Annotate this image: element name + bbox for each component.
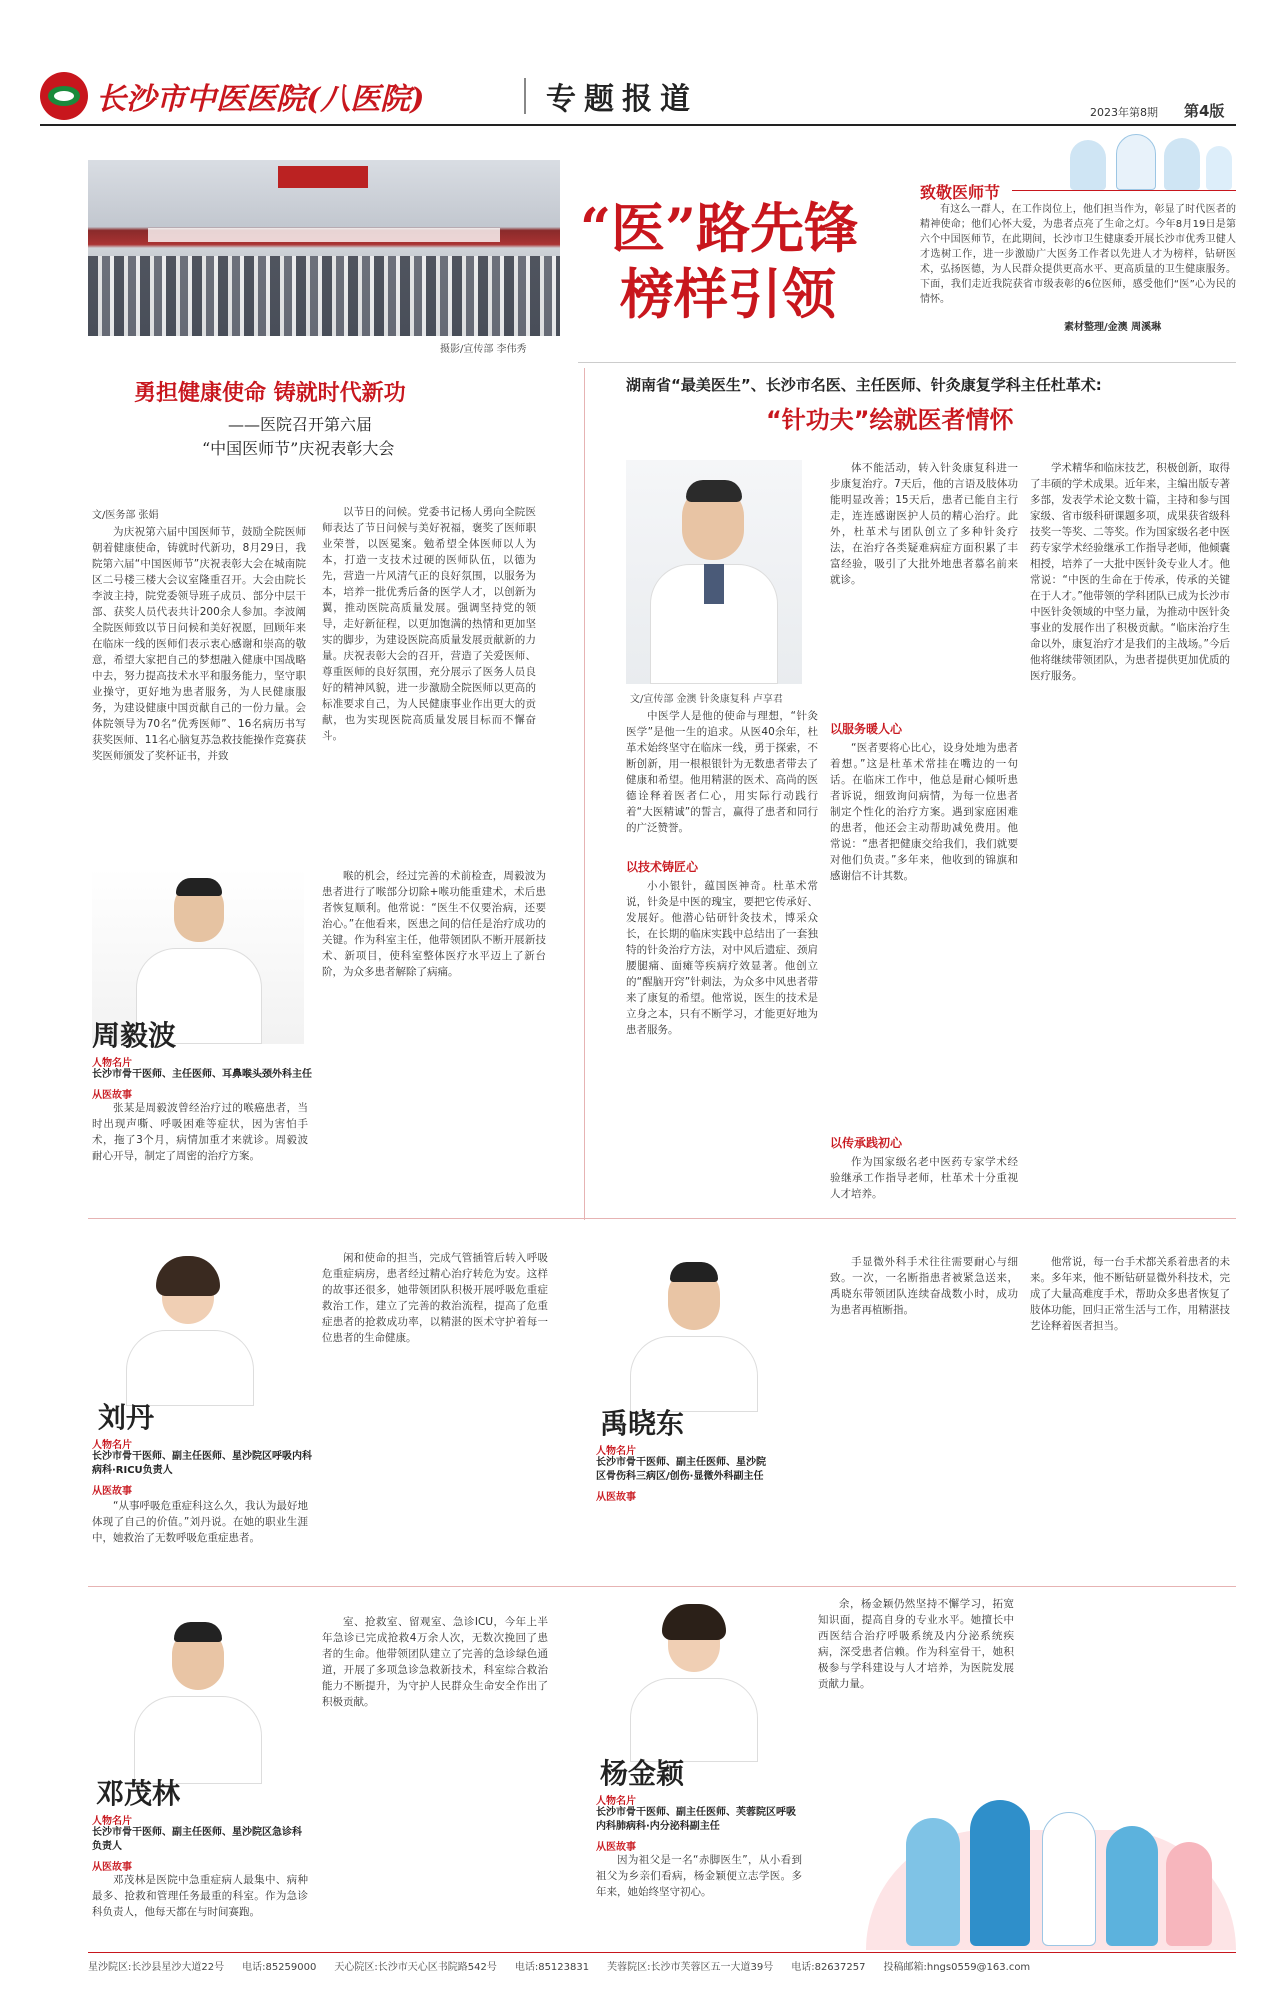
right-article-title: “针功夫”绘就医者情怀	[766, 406, 1014, 434]
profile-name-yang: 杨金颖	[600, 1757, 685, 1790]
profile-name-zhou: 周毅波	[92, 1019, 177, 1052]
profile-tag-liu: 人物名片	[92, 1440, 132, 1451]
profile-story-tag-deng: 从医故事	[92, 1862, 132, 1873]
footer-xingsha-phone: 电话:85259000	[242, 1962, 317, 1973]
profile-story-tag-liu: 从医故事	[92, 1486, 132, 1497]
profile-story2-zhou: 喉的机会，经过完善的术前检查，周毅波为患者进行了喉部分切除+喉功能重建术，术后患者恢复顺利。他常说：“医生不仅要治病，还要治心。”在他看来，医患之间的信任是治疗成功的关键。作为科室主任，他带领团队不断开展新技术、新项目，使科室整体医疗水平迈上了新台阶，为众多患者解除了病痛。	[322, 870, 546, 978]
masthead-rule	[40, 124, 1236, 126]
medics-illustration	[866, 1770, 1236, 1950]
footer-tianxin-phone: 电话:85123831	[514, 1962, 590, 1973]
profile-tag-yu: 人物名片	[596, 1446, 636, 1457]
profile-role-zhou: 长沙市骨干医师、主任医师、耳鼻喉头颈外科主任	[92, 1069, 312, 1080]
ceremony-photo	[88, 160, 560, 336]
profile-name-liu: 刘丹	[98, 1401, 155, 1434]
right-article-col2: 体不能活动，转入针灸康复科进一步康复治疗。7天后，他的言语及肢体功能明显改善；15天后，患者已能自主行走，连连感谢医护人员的精心治疗。此外，杜革术与团队创立了多种针灸疗法，在治疗各类疑难病症方面积累了丰富经验，吸引了大批外地患者慕名前来就诊。	[830, 462, 1018, 586]
left-article-byline: 文/医务部 张娟	[92, 510, 159, 521]
profile-story-deng: 邓茂林是医院中急重症病人最集中、病种最多、抢救和管理任务最重的科室。作为急诊科负责人，他每天都在与时间赛跑。	[92, 1874, 308, 1918]
banner-title-line1: “医”路先锋	[580, 196, 859, 260]
right-article-col2-subhead2: 以传承践初心	[830, 1136, 903, 1150]
profile-tag-yang: 人物名片	[596, 1796, 636, 1807]
footer-xingsha-address: 星沙院区:长沙县星沙大道22号	[88, 1962, 225, 1973]
right-article-col3: 学术精华和临床技艺，积极创新，取得了丰硕的学术成果。近年来，主编出版专著多部，发表学术论文数十篇，主持和参与国家级、省市级科研课题多项，成果获省级科技奖一等奖、二等奖。作为国家级名老中医药专家学术经验继承工作指导老师，他倾囊相授，培养了一大批中医针灸专业人才。他常说：“中医的生命在于传承，传承的关键在于人才。”他带领的学科团队已成为长沙市中医针灸领域的中坚力量，为推动中医针灸事业的发展作出了积极贡献。“临床治疗生命以外，康复治疗才是我们的主战场。”今后他将继续带领团队，为患者提供更加优质的医疗服务。	[1030, 462, 1230, 682]
footer	[88, 1958, 1236, 1978]
profile-story-tag-yu: 从医故事	[596, 1492, 636, 1503]
profile-name-yu: 禹晓东	[600, 1407, 685, 1440]
right-article-col1b: 小小银针，蕴国医神奇。杜革术常说，针灸是中医的瑰宝，要把它传承好、发展好。他潜心钻研针灸技术，博采众长，在长期的临床实践中总结出了一套独特的针灸治疗方法，对中风后遗症、颈肩腰腿痛、面瘫等疾病疗效显著。他创立的“醒脑开窍”针刺法，为众多中风患者带来了康复的希望。他常说，医生的技术是立身之本，只有不断学习，才能更好地为患者服务。	[626, 880, 818, 1036]
tribute-credit: 素材整理/金澳 周溪琳	[1064, 322, 1162, 333]
doctor-illustration	[1060, 132, 1236, 194]
section-rule-1	[88, 1218, 1236, 1219]
profile-story-tag-yang: 从医故事	[596, 1842, 636, 1853]
tribute-body: 有这么一群人，在工作岗位上，他们担当作为，彰显了时代医者的精神使命；他们心怀大爱，为患者点亮了生命之灯。今年8月19日是第六个中国医师节，在此期间，长沙市卫生健康委开展长沙市优秀卫健人才选树工作，进一步激励广大医务工作者以先进人才为榜样，钻研医术，弘扬医德，为人民群众提供更高水平、更高质量的卫生健康服务。下面，我们走近我院获省市级表彰的6位医师，感受他们“医”心为民的情怀。	[920, 204, 1236, 305]
hospital-logo-icon	[40, 72, 88, 120]
profile-story-zhou: 张某是周毅波曾经治疗过的喉癌患者，当时出现声嘶、呼吸困难等症状，因为害怕手术，拖了3个月，病情加重才来就诊。周毅波耐心开导，制定了周密的治疗方案。	[92, 1102, 308, 1162]
profile-story-yang: 因为祖父是一名“赤脚医生”，从小看到祖父为乡亲们看病，杨金颖便立志学医。多年来，她始终坚守初心。	[596, 1854, 802, 1898]
tribute-title: 致敬医师节	[920, 183, 1001, 202]
masthead-divider	[524, 78, 526, 114]
profile-role-liu: 长沙市骨干医师、副主任医师、星沙院区呼吸内科病科·RICU负责人	[92, 1451, 312, 1476]
right-article-col1-subhead: 以技术铸匠心	[626, 860, 699, 874]
footer-rule	[88, 1952, 1236, 1953]
profile-story2-deng: 室、抢救室、留观室、急诊ICU，今年上半年急诊已完成抢救4万余人次，无数次挽回了患者的生命。他带领团队建立了完善的急诊绿色通道，开展了多项急诊急救新技术，科室综合救治能力不断提升，为守护人民群众生命安全作出了积极贡献。	[322, 1616, 548, 1708]
right-article-kicker: 湖南省“最美医生”、长沙市名医、主任医师、针灸康复学科主任杜革术:	[626, 376, 1102, 394]
right-article-col1: 中医学人是他的使命与理想，“针灸医学”是他一生的追求。从医40余年，杜革术始终坚守在临床一线，勇于探索，不断创新，用一根根银针为无数患者带去了健康和希望。他用精湛的医术、高尚的医德诠释着医者仁心，用实际行动践行着“大医精诚”的誓言，赢得了患者和同行的广泛赞誉。	[626, 710, 818, 834]
du-geshu-photo	[626, 460, 802, 684]
page-number: 第4版	[1184, 102, 1225, 120]
left-article-subtitle1: ——医院召开第六届	[228, 415, 373, 434]
profile-role-deng: 长沙市骨干医师、副主任医师、星沙院区急诊科负责人	[92, 1827, 302, 1852]
profile-story2-yu: 他常说，每一台手术都关系着患者的未来。多年来，他不断钻研显微外科技术，完成了大量高难度手术，帮助众多患者恢复了肢体功能，回归正常生活与工作，用精湛技艺诠释着医者担当。	[1030, 1256, 1230, 1332]
hospital-logo-text: 长沙市中医医院(八医院)	[96, 82, 425, 117]
profile-story-tag-zhou: 从医故事	[92, 1090, 132, 1101]
banner-title-line2: 榜样引领	[620, 262, 836, 326]
footer-furong-address: 芙蓉院区:长沙市芙蓉区五一大道39号	[607, 1962, 774, 1973]
left-article-col1: 为庆祝第六届中国医师节，鼓励全院医师朝着健康使命，铸就时代新功，8月29日，我院第六届“中国医师节”庆祝表彰大会在城南院区二号楼三楼大会议室隆重召开。大会由院长李波主持，院党委领导班子成员、部分中层干部、获奖人员代表共计200余人参加。李波阐全院医师致以节日问候和美好祝愿，回顾年来在临床一线的医师们表示衷心感谢和崇高的敬意，希望大家把自己的梦想融入健康中国战略中去，努力提高技术水平和服务能力，坚守职业操守，更好地为患者服务，为人民健康服务，为建设健康中国贡献自己的一份力量。会体院领导为70名“优秀医师”、16名病历书写获奖医师、11名心脑复苏急救技能操作竞赛获奖医师颁发了奖杯证书，并致	[92, 526, 306, 762]
right-article-col2c: 作为国家级名老中医药专家学术经验继承工作指导老师，杜革术十分重视人才培养。	[830, 1156, 1018, 1200]
profile-story-liu: “从事呼吸危重症科这么久，我认为最好地体现了自己的价值。”刘丹说。在她的职业生涯中，她救治了无数呼吸危重症患者。	[92, 1500, 308, 1544]
du-geshu-photo-caption: 文/宣传部 金澳 针灸康复科 卢享君	[630, 694, 783, 705]
footer-furong-phone: 电话:82637257	[791, 1962, 866, 1973]
tribute-rule	[1012, 190, 1236, 191]
profile-tag-deng: 人物名片	[92, 1816, 132, 1827]
profile-photo-deng	[92, 1614, 304, 1784]
profile-photo-yang	[596, 1596, 792, 1762]
profile-photo-yu	[596, 1254, 792, 1412]
profile-photo-liu	[92, 1250, 288, 1406]
right-article-col2b: “医者要将心比心，设身处地为患者着想。”这是杜革术常挂在嘴边的一句话。在临床工作中，他总是耐心倾听患者诉说，细致询问病情，为每一位患者制定个性化的治疗方案。遇到家庭困难的患者，他还会主动帮助减免费用。他常说：“患者把健康交给我们，我们就要对他们负责。”多年来，他收到的锦旗和感谢信不计其数。	[830, 742, 1018, 882]
masthead	[0, 0, 1276, 128]
profile-story2-liu: 闲和使命的担当，完成气管插管后转入呼吸危重症病房，患者经过精心治疗转危为安。这样的故事还很多，她带领团队积极开展呼吸危重症救治工作，建立了完善的救治流程，提高了危重症患者的抢救成功率，以精湛的医术守护着每一位患者的生命健康。	[322, 1252, 548, 1344]
section-rule-2	[88, 1586, 1236, 1587]
profile-role-yu: 长沙市骨干医师、副主任医师、星沙院区骨伤科三病区/创伤·显微外科副主任	[596, 1457, 766, 1482]
section-title: 专题报道	[546, 82, 698, 117]
profile-story2-yang: 余，杨金颖仍然坚持不懈学习，拓宽知识面，提高自身的专业水平。她擅长中西医结合治疗呼吸系统及内分泌系统疾病，深受患者信赖。作为科室骨干，她积极参与学科建设与人才培养，为医院发展贡献力量。	[818, 1598, 1014, 1690]
left-article-title: 勇担健康使命 铸就时代新功	[134, 380, 406, 406]
profile-story-yu: 手显微外科手术往往需要耐心与细致。一次，一名断指患者被紧急送来，禹晓东带领团队连续奋战数小时，成功为患者再植断指。	[830, 1256, 1018, 1316]
left-article-col2: 以节日的问候。党委书记杨人勇向全院医师表达了节日问候与美好祝福，褒奖了医师职业荣誉，以医冕案。勉希望全体医师以人为本，打造一支技术过硬的医师队伍，以德为先，营造一片风清气正的良好氛围，以服务为本，培养一批优秀后备的医学人才，以创新为翼，推动医院高质量发展。强调坚持党的领导，走好新征程，以更加饱满的热情和更加坚实的脚步，为建设医院高质量发展贡献新的力量。庆祝表彰大会的召开，营造了关爱医师、尊重医师的良好氛围，充分展示了医务人员良好的精神风貌，进一步激励全院医师以更高的标准要求自己，为人民健康事业作出更大的贡献，也为实现医院高质量发展目标而不懈奋斗。	[322, 506, 536, 742]
right-article-col2-subhead: 以服务暖人心	[830, 722, 903, 736]
column-divider	[584, 368, 585, 1220]
profile-tag-zhou: 人物名片	[92, 1058, 132, 1069]
footer-tianxin-address: 天心院区:长沙市天心区书院路542号	[334, 1962, 497, 1973]
issue-number: 2023年第8期	[1090, 106, 1158, 119]
left-article-subtitle2: “中国医师节”庆祝表彰大会	[202, 439, 395, 458]
hero-rule	[578, 362, 1236, 363]
profile-role-yang: 长沙市骨干医师、副主任医师、芙蓉院区呼吸内科肺病科·内分泌科副主任	[596, 1807, 796, 1832]
ceremony-photo-caption: 摄影/宣传部 李伟秀	[440, 344, 527, 355]
profile-name-deng: 邓茂林	[96, 1777, 181, 1810]
footer-submission-email[interactable]: 投稿邮箱:hngs0559@163.com	[883, 1962, 1031, 1973]
